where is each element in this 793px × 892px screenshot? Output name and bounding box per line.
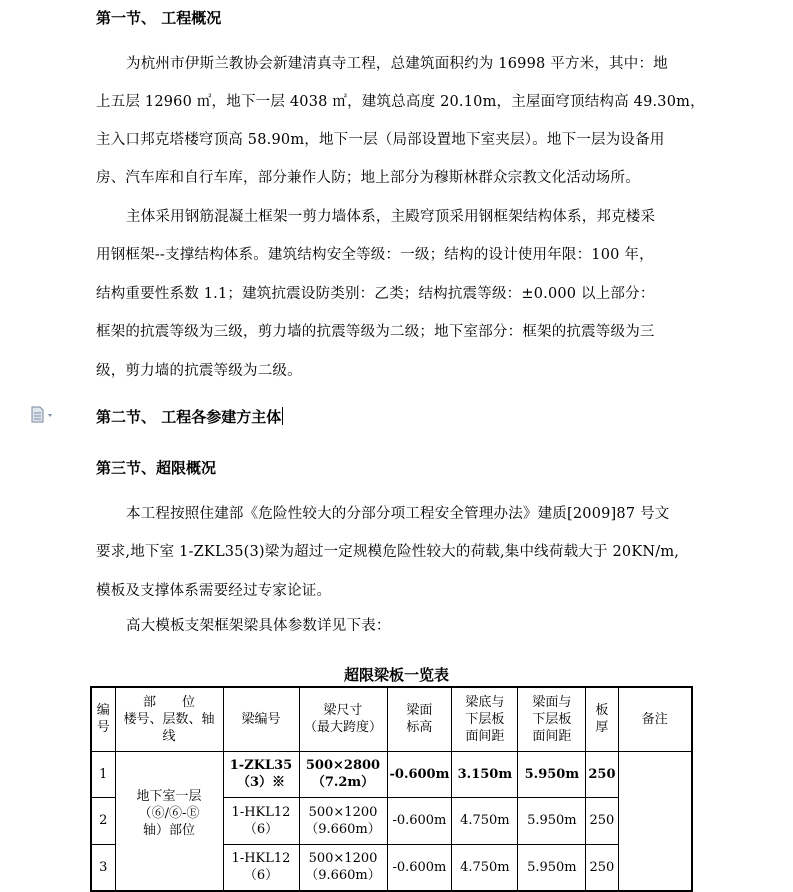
section1-para1-line2: 上五层 12960 ㎡，地下一层 4038 ㎡，建筑总高度 20.10m，主屋面穹顶结构高 49.30m， xyxy=(96,94,705,110)
header-top-gap: 梁面与 下层板 面间距 xyxy=(518,687,586,751)
section1-para2-line2: 用钢框架--支撑结构体系。建筑结构安全等级：一级；结构的设计使用年限：100 年， xyxy=(96,247,654,263)
section3-heading: 第三节、超限概况 xyxy=(96,459,217,477)
section1-para2-line1: 主体采用钢筋混凝土框架一剪力墙体系，主殿穹顶采用钢框架结构体系，邦克楼采 xyxy=(126,209,656,225)
section2-heading[interactable] xyxy=(96,406,283,427)
row2-beam-size: 500×1200 （9.660m） xyxy=(299,797,387,844)
header-beam-id: 梁编号 xyxy=(223,687,299,751)
row2-bottom-gap: 4.750m xyxy=(452,797,518,844)
row3-no: 3 xyxy=(91,844,115,891)
beam-table xyxy=(90,686,693,892)
table-header-row xyxy=(91,687,692,751)
header-beam-elev: 梁面 标高 xyxy=(387,687,452,751)
table-row xyxy=(91,751,692,797)
row1-beam-size: 500×2800 （7.2m） xyxy=(299,751,387,797)
row3-top-gap: 5.950m xyxy=(518,844,586,891)
section3-para2: 高大模板支架框架梁具体参数详见下表： xyxy=(126,618,391,634)
table-title: 超限梁板一览表 xyxy=(343,666,449,684)
row2-top-gap: 5.950m xyxy=(518,797,586,844)
section3-para1-line3: 模板及支撑体系需要经过专家论证。 xyxy=(96,583,332,599)
header-slab: 板 厚 xyxy=(586,687,618,751)
row2-no: 2 xyxy=(91,797,115,844)
header-remark: 备注 xyxy=(618,687,692,751)
text-cursor xyxy=(282,407,283,425)
row3-beam-size: 500×1200 （9.660m） xyxy=(299,844,387,891)
section3-para1-line1: 本工程按照住建部《危险性较大的分部分项工程安全管理办法》建质[2009]87 号文 xyxy=(126,506,670,522)
section1-para1-line1: 为杭州市伊斯兰教协会新建清真寺工程，总建筑面积约为 16998 平方米，其中：地 xyxy=(126,56,668,72)
row3-slab: 250 xyxy=(586,844,618,891)
section3-para1-line2: 要求,地下室 1-ZKL35(3)梁为超过一定规模危险性较大的荷载,集中线荷载大于 20KN/m, xyxy=(96,544,680,560)
paragraph-format-icon[interactable] xyxy=(30,406,56,424)
section1-para2-line5: 级，剪力墙的抗震等级为二级。 xyxy=(96,363,302,379)
section1-para1-line3: 主入口邦克塔楼穹顶高 58.90m，地下一层（局部设置地下室夹层）。地下一层为设备用 xyxy=(96,132,665,148)
section1-heading: 第一节、 工程概况 xyxy=(96,9,222,27)
header-bottom-gap: 梁底与 下层板 面间距 xyxy=(452,687,518,751)
row3-elev: -0.600m xyxy=(387,844,452,891)
row1-elev: -0.600m xyxy=(387,751,452,797)
row3-beam-id: 1-HKL12 （6） xyxy=(223,844,299,891)
section1-para1-line4: 房、汽车库和自行车库，部分兼作人防；地上部分为穆斯林群众宗教文化活动场所。 xyxy=(96,170,640,186)
header-beam-size: 梁尺寸 （最大跨度） xyxy=(299,687,387,751)
row1-beam-id: 1-ZKL35 （3）※ xyxy=(223,751,299,797)
header-no: 编 号 xyxy=(91,687,115,751)
row1-bottom-gap: 3.150m xyxy=(452,751,518,797)
row2-slab: 250 xyxy=(586,797,618,844)
row1-no: 1 xyxy=(91,751,115,797)
row1-slab: 250 xyxy=(586,751,618,797)
section2-heading-text: 第二节、 工程各参建方主体 xyxy=(96,408,282,426)
remark-cell xyxy=(618,751,692,891)
row1-top-gap: 5.950m xyxy=(518,751,586,797)
location-cell: 地下室一层 （⑥/⑥-Ⓔ 轴）部位 xyxy=(115,751,223,891)
section1-para2-line4: 框架的抗震等级为三级，剪力墙的抗震等级为二级；地下室部分：框架的抗震等级为三 xyxy=(96,324,655,340)
section1-para2-line3: 结构重要性系数 1.1；建筑抗震设防类别：乙类；结构抗震等级：±0.000 以上部分： xyxy=(96,286,655,302)
header-location: 部 位 楼号、层数、轴 线 xyxy=(115,687,223,751)
row2-beam-id: 1-HKL12 （6） xyxy=(223,797,299,844)
row3-bottom-gap: 4.750m xyxy=(452,844,518,891)
row2-elev: -0.600m xyxy=(387,797,452,844)
